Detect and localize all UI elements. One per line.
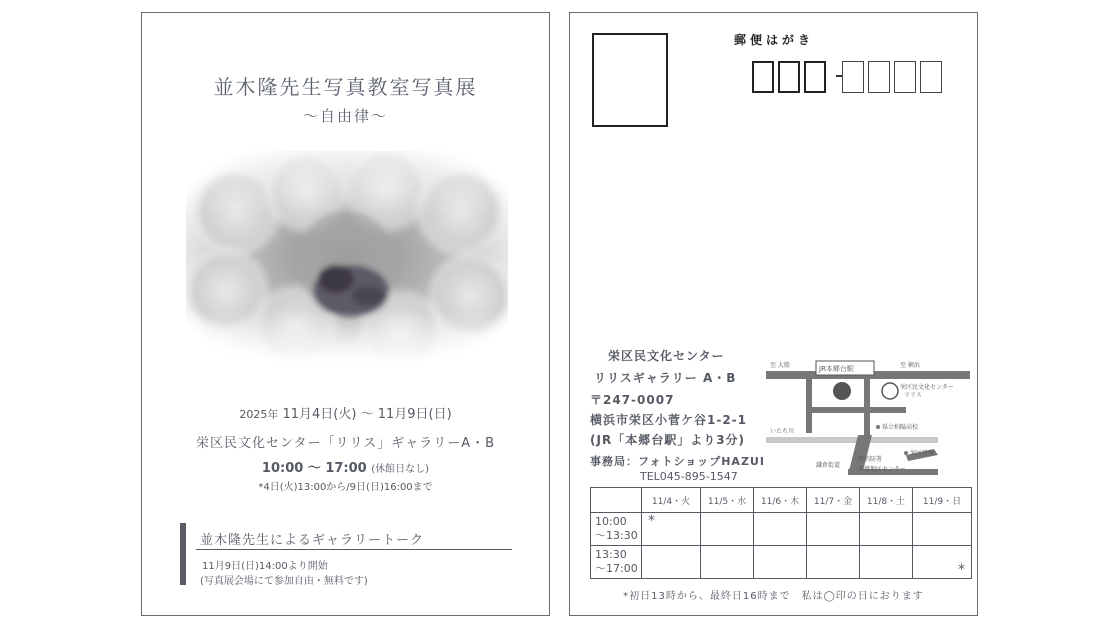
schedule-day: 11/4・火 (642, 488, 701, 513)
gallery-talk-time: 11月9日(日)14:00より開始 (202, 561, 328, 572)
schedule-cell[interactable] (754, 546, 807, 579)
schedule-day: 11/7・金 (807, 488, 860, 513)
map-label-yokohama: 至 横浜 (900, 362, 920, 369)
back-card (569, 12, 978, 616)
map-label-kamakura: 鎌倉街道 (816, 462, 841, 469)
zip-box-4[interactable] (842, 61, 864, 93)
address-street: 横浜市栄区小菅ケ谷1-2-1 (590, 413, 748, 427)
zip-box-1[interactable] (752, 61, 774, 93)
exhibition-venue: 栄区民文化センター「リリス」ギャラリーA・B (195, 436, 496, 451)
map-label-ward-office: 栄区役所 (910, 450, 935, 457)
map-label-fire: 栄消防署 (858, 456, 883, 463)
front-card (141, 12, 550, 616)
exhibition-dates (142, 403, 549, 422)
map-label-lilis: 栄区民文化センター (900, 384, 954, 391)
zip-box-6[interactable] (894, 61, 916, 93)
exhibition-title: 並木隆先生写真教室写真展 (213, 75, 478, 99)
map-label-ofuna: 至 大船 (770, 362, 790, 369)
zip-box-7[interactable] (920, 61, 942, 93)
attendance-schedule (590, 487, 972, 579)
opening-mark: * (648, 513, 655, 529)
exhibition-date-range: 11月4日(火) 〜 11月9日(日) (282, 407, 452, 422)
schedule-header-row (591, 488, 972, 513)
map-label-station: JR本郷台駅 (819, 365, 854, 373)
exhibition-hours (142, 457, 549, 476)
office-phone: TEL045-895-1547 (640, 470, 738, 483)
closed-days: (休館日なし) (371, 464, 430, 475)
zip-box-2[interactable] (778, 61, 800, 93)
address-venue: 栄区民文化センター (608, 349, 725, 363)
map-label-center: 本郷地区センター (858, 466, 906, 473)
schedule-row-morning (591, 513, 972, 546)
slot-to: 〜17:00 (595, 562, 638, 575)
address-postal-code: 〒247-0007 (590, 393, 675, 407)
map-label-school: 県立柏陽高校 (882, 424, 919, 431)
office-name: 事務局：フォトショップHAZUI (590, 455, 765, 468)
schedule-row-afternoon (591, 546, 972, 579)
rose-photo (186, 151, 508, 363)
slot-from: 13:30 (595, 548, 627, 561)
slot-label-afternoon (591, 546, 642, 579)
schedule-day: 11/5・水 (701, 488, 754, 513)
address-gallery: リリスギャラリー A・B (594, 371, 737, 385)
schedule-day: 11/6・木 (754, 488, 807, 513)
hours-note: *4日(火)13:00から/9日(日)16:00まで (258, 482, 433, 493)
schedule-cell[interactable] (913, 513, 972, 546)
schedule-cell[interactable] (754, 513, 807, 546)
access-map (766, 351, 970, 481)
exhibition-year: 2025年 (239, 408, 279, 421)
slot-to: 〜13:30 (595, 529, 638, 542)
postcard-label: 郵便はがき (734, 33, 815, 47)
address-access: (JR「本郷台駅」より3分) (590, 433, 746, 447)
schedule-cell[interactable] (701, 513, 754, 546)
map-label-river: いたち川 (770, 428, 795, 435)
schedule-cell[interactable] (807, 546, 860, 579)
slot-label-morning (591, 513, 642, 546)
exhibition-subtitle: 〜自由律〜 (302, 107, 388, 125)
schedule-cell[interactable] (860, 513, 913, 546)
stamp-box (592, 33, 668, 127)
schedule-cell[interactable] (701, 546, 754, 579)
talk-divider (196, 549, 512, 550)
hours-range: 10:00 〜 17:00 (261, 461, 367, 476)
schedule-footer-note: *初日13時から、最終日16時まで 私は◯印の日におります (623, 591, 924, 602)
schedule-cell[interactable] (642, 513, 701, 546)
gallery-talk-title: 並木隆先生によるギャラリートーク (200, 533, 425, 548)
schedule-day: 11/8・土 (860, 488, 913, 513)
slot-from: 10:00 (595, 515, 627, 528)
zip-box-5[interactable] (868, 61, 890, 93)
talk-accent-bar (180, 523, 186, 585)
zip-box-3[interactable] (804, 61, 826, 93)
schedule-cell[interactable] (860, 546, 913, 579)
gallery-talk-info: (写真展会場にて参加自由・無料です) (200, 576, 368, 587)
schedule-cell[interactable] (642, 546, 701, 579)
schedule-day: 11/9・日 (913, 488, 972, 513)
schedule-corner (591, 488, 642, 513)
schedule-cell[interactable] (913, 546, 972, 579)
schedule-cell[interactable] (807, 513, 860, 546)
map-label-lilis-name: リリス (904, 392, 922, 399)
closing-mark: * (958, 562, 965, 578)
